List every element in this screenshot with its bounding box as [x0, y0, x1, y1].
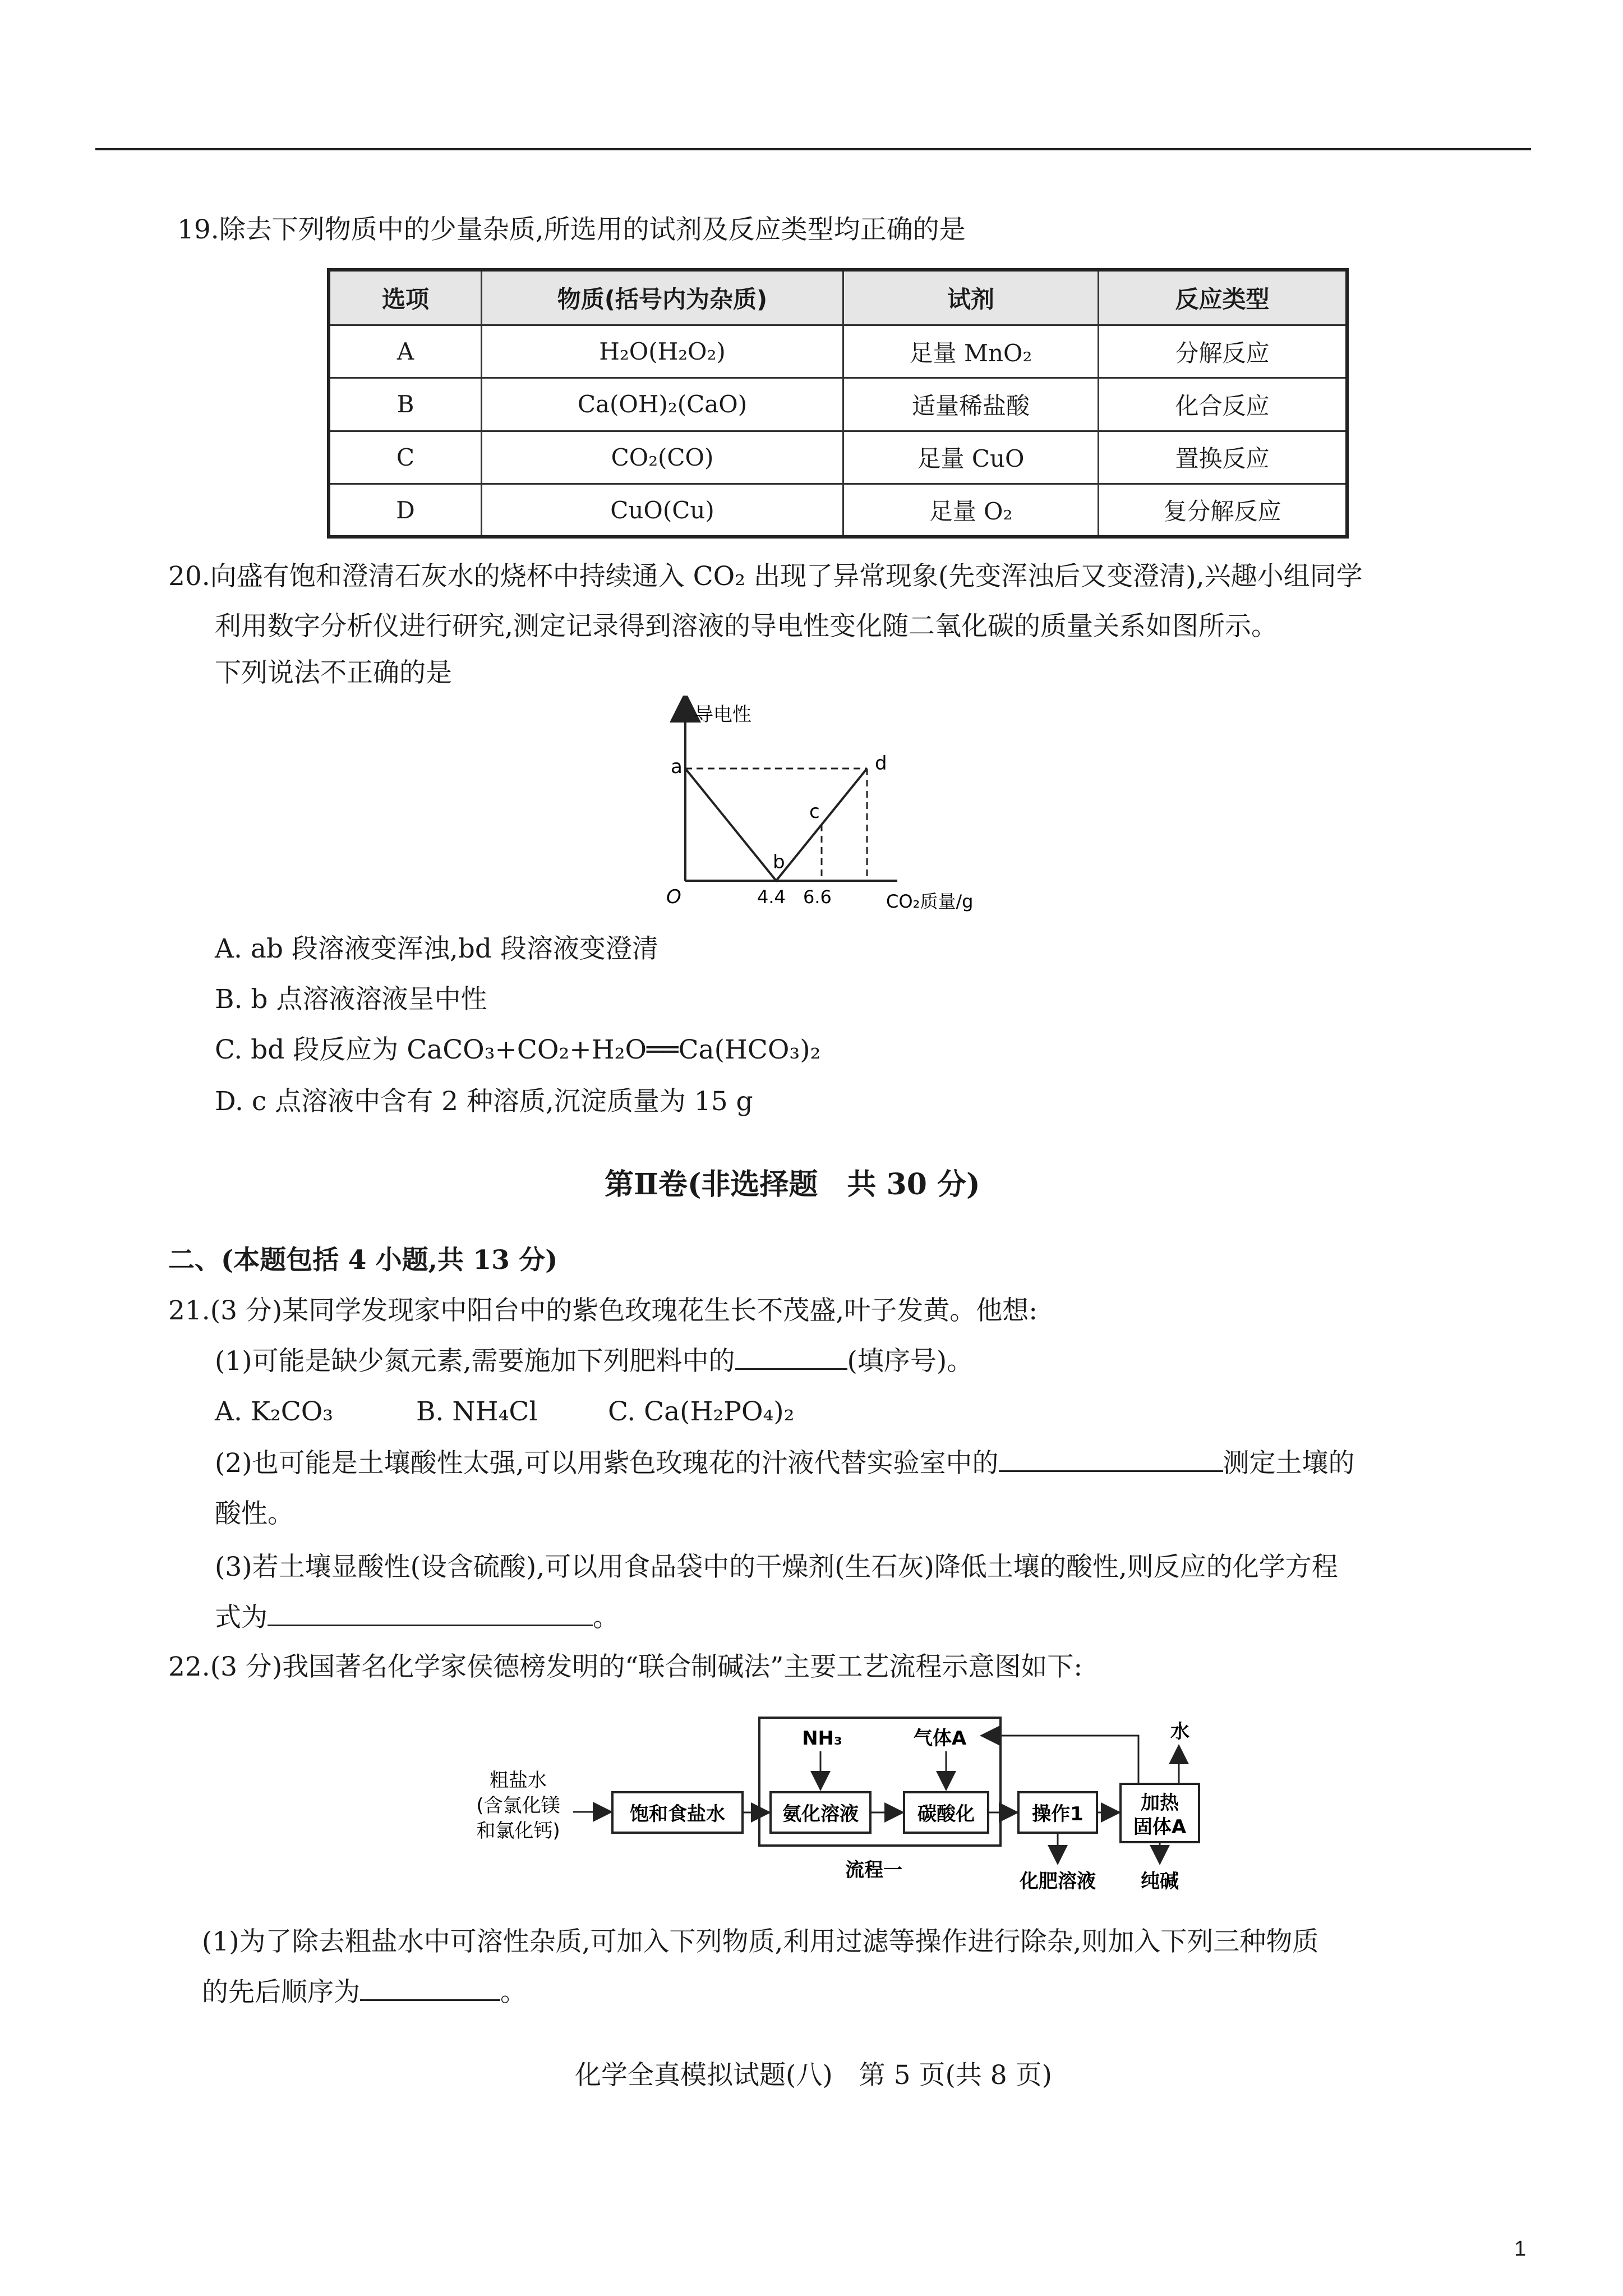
q21-part3-suffix: 。	[593, 1602, 619, 1633]
top-rule	[95, 148, 1531, 150]
cell-option: B	[329, 378, 482, 431]
input-label-3: 和氯化钙)	[476, 1820, 560, 1842]
cell-reagent: 足量 O₂	[843, 484, 1099, 537]
q20-option-c: C. bd 段反应为 CaCO₃+CO₂+H₂O══Ca(HCO₃)₂	[215, 1034, 821, 1065]
table-row	[329, 378, 1347, 431]
nh3-label: NH₃	[802, 1727, 842, 1750]
answer-blank[interactable]	[360, 1975, 500, 2001]
input-label-2: (含氯化镁	[476, 1795, 560, 1817]
q22-part1-line2	[202, 1975, 527, 2010]
q22-part1-text: 的先后顺序为	[202, 1977, 360, 2008]
q21-stem: 21.(3 分)某同学发现家中阳台中的紫色玫瑰花生长不茂盛,叶子发黄。他想:	[168, 1295, 1038, 1326]
header-substance: 物质(括号内为杂质)	[482, 270, 843, 325]
process-flow-diagram	[460, 1705, 1234, 1913]
q20-line1: 20.向盛有饱和澄清石灰水的烧杯中持续通入 CO₂ 出现了异常现象(先变浑浊后又变澄清),兴趣小组同学	[168, 561, 1363, 592]
q21-part2	[215, 1446, 1355, 1481]
q21-part3-line2	[215, 1600, 619, 1636]
q21-part1-text: (1)可能是缺少氮元素,需要施加下列肥料中的	[215, 1346, 735, 1377]
q20-line2: 利用数字分析仪进行研究,测定记录得到溶液的导电性变化随二氧化碳的质量关系如图所示。	[215, 611, 1278, 642]
flow-box-label: 碳酸化	[917, 1803, 975, 1825]
cell-substance: CO₂(CO)	[482, 431, 843, 484]
q22-part1-suffix: 。	[500, 1977, 527, 2008]
header-option: 选项	[329, 270, 482, 325]
header-reagent: 试剂	[843, 270, 1099, 325]
q21-part1	[215, 1343, 973, 1379]
q20-line3: 下列说法不正确的是	[215, 657, 452, 688]
cell-type: 化合反应	[1099, 378, 1348, 431]
answer-blank[interactable]	[735, 1343, 847, 1370]
x-tick-label: 6.6	[803, 886, 832, 908]
table-row	[329, 484, 1347, 537]
part-title: 第Ⅱ卷(非选择题 共 30 分)	[605, 1167, 980, 1202]
cell-reagent: 适量稀盐酸	[843, 378, 1099, 431]
section-heading: 二、(本题包括 4 小题,共 13 分)	[168, 1245, 558, 1276]
gas-a-label: 气体A	[913, 1727, 967, 1750]
cell-type: 分解反应	[1099, 325, 1348, 378]
header-type: 反应类型	[1099, 270, 1348, 325]
y-axis-label: 导电性	[694, 703, 751, 726]
answer-blank[interactable]	[268, 1600, 593, 1626]
cell-type: 复分解反应	[1099, 484, 1348, 537]
x-axis-label: CO₂质量/g	[886, 891, 974, 912]
q20-option-d: D. c 点溶液中含有 2 种溶质,沉淀质量为 15 g	[215, 1086, 753, 1117]
point-label-a: a	[671, 756, 683, 778]
flow-box-label: 固体A	[1133, 1816, 1187, 1838]
q21-part2-suffix: 测定土壤的	[1223, 1448, 1355, 1479]
table-row	[329, 325, 1347, 378]
input-label-1: 粗盐水	[490, 1769, 547, 1792]
flow-box-label: 饱和食盐水	[630, 1803, 725, 1825]
q21-part2-text: (2)也可能是土壤酸性太强,可以用紫色玫瑰花的汁液代替实验室中的	[215, 1448, 999, 1479]
q21-part2-line2: 酸性。	[215, 1498, 294, 1529]
origin-label: O	[666, 886, 681, 908]
cell-substance: CuO(Cu)	[482, 484, 843, 537]
q21-part3-text: 式为	[215, 1602, 268, 1633]
flow-box-label: 氨化溶液	[782, 1803, 859, 1825]
q21-part3-line1: (3)若土壤显酸性(设含硫酸),可以用食品袋中的干燥剂(生石灰)降低土壤的酸性,则反应的化学方程	[215, 1552, 1338, 1582]
q21-opt-c: C. Ca(H₂PO₄)₂	[608, 1396, 795, 1427]
conductivity-chart	[645, 696, 1015, 931]
q19-table	[327, 268, 1349, 539]
point-label-b: b	[773, 851, 785, 873]
cell-substance: H₂O(H₂O₂)	[482, 325, 843, 378]
cell-option: C	[329, 431, 482, 484]
answer-blank[interactable]	[999, 1446, 1223, 1472]
cell-reagent: 足量 MnO₂	[843, 325, 1099, 378]
cell-substance: Ca(OH)₂(CaO)	[482, 378, 843, 431]
q20-option-a: A. ab 段溶液变浑浊,bd 段溶液变澄清	[215, 933, 658, 964]
page-footer: 化学全真模拟试题(八) 第 5 页(共 8 页)	[575, 2060, 1052, 2091]
q21-part1-suffix: (填序号)。	[847, 1346, 974, 1377]
point-label-d: d	[875, 752, 887, 775]
cell-option: A	[329, 325, 482, 378]
water-label: 水	[1170, 1720, 1189, 1743]
q21-opt-a: A. K₂CO₃	[215, 1396, 334, 1427]
flow-box-label: 加热	[1141, 1792, 1179, 1814]
point-label-c: c	[809, 800, 820, 823]
cell-reagent: 足量 CuO	[843, 431, 1099, 484]
table-header-row	[329, 270, 1347, 325]
process-one-label: 流程一	[845, 1859, 902, 1881]
q22-stem: 22.(3 分)我国著名化学家侯德榜发明的“联合制碱法”主要工艺流程示意图如下:	[168, 1651, 1083, 1682]
table-row	[329, 431, 1347, 484]
cell-option: D	[329, 484, 482, 537]
q21-opt-b: B. NH₄Cl	[416, 1396, 538, 1427]
q22-part1-line1: (1)为了除去粗盐水中可溶性杂质,可加入下列物质,利用过滤等操作进行除杂,则加入下列三种物质	[202, 1926, 1319, 1957]
q20-option-b: B. b 点溶液溶液呈中性	[215, 984, 487, 1015]
q19-stem: 19.除去下列物质中的少量杂质,所选用的试剂及反应类型均正确的是	[177, 214, 966, 245]
page-number: 1	[1514, 2237, 1527, 2261]
cell-type: 置换反应	[1099, 431, 1348, 484]
fertilizer-label: 化肥溶液	[1020, 1870, 1096, 1893]
soda-label: 纯碱	[1141, 1870, 1179, 1893]
x-tick-label: 4.4	[757, 886, 786, 908]
flow-box-label: 操作1	[1032, 1803, 1083, 1825]
